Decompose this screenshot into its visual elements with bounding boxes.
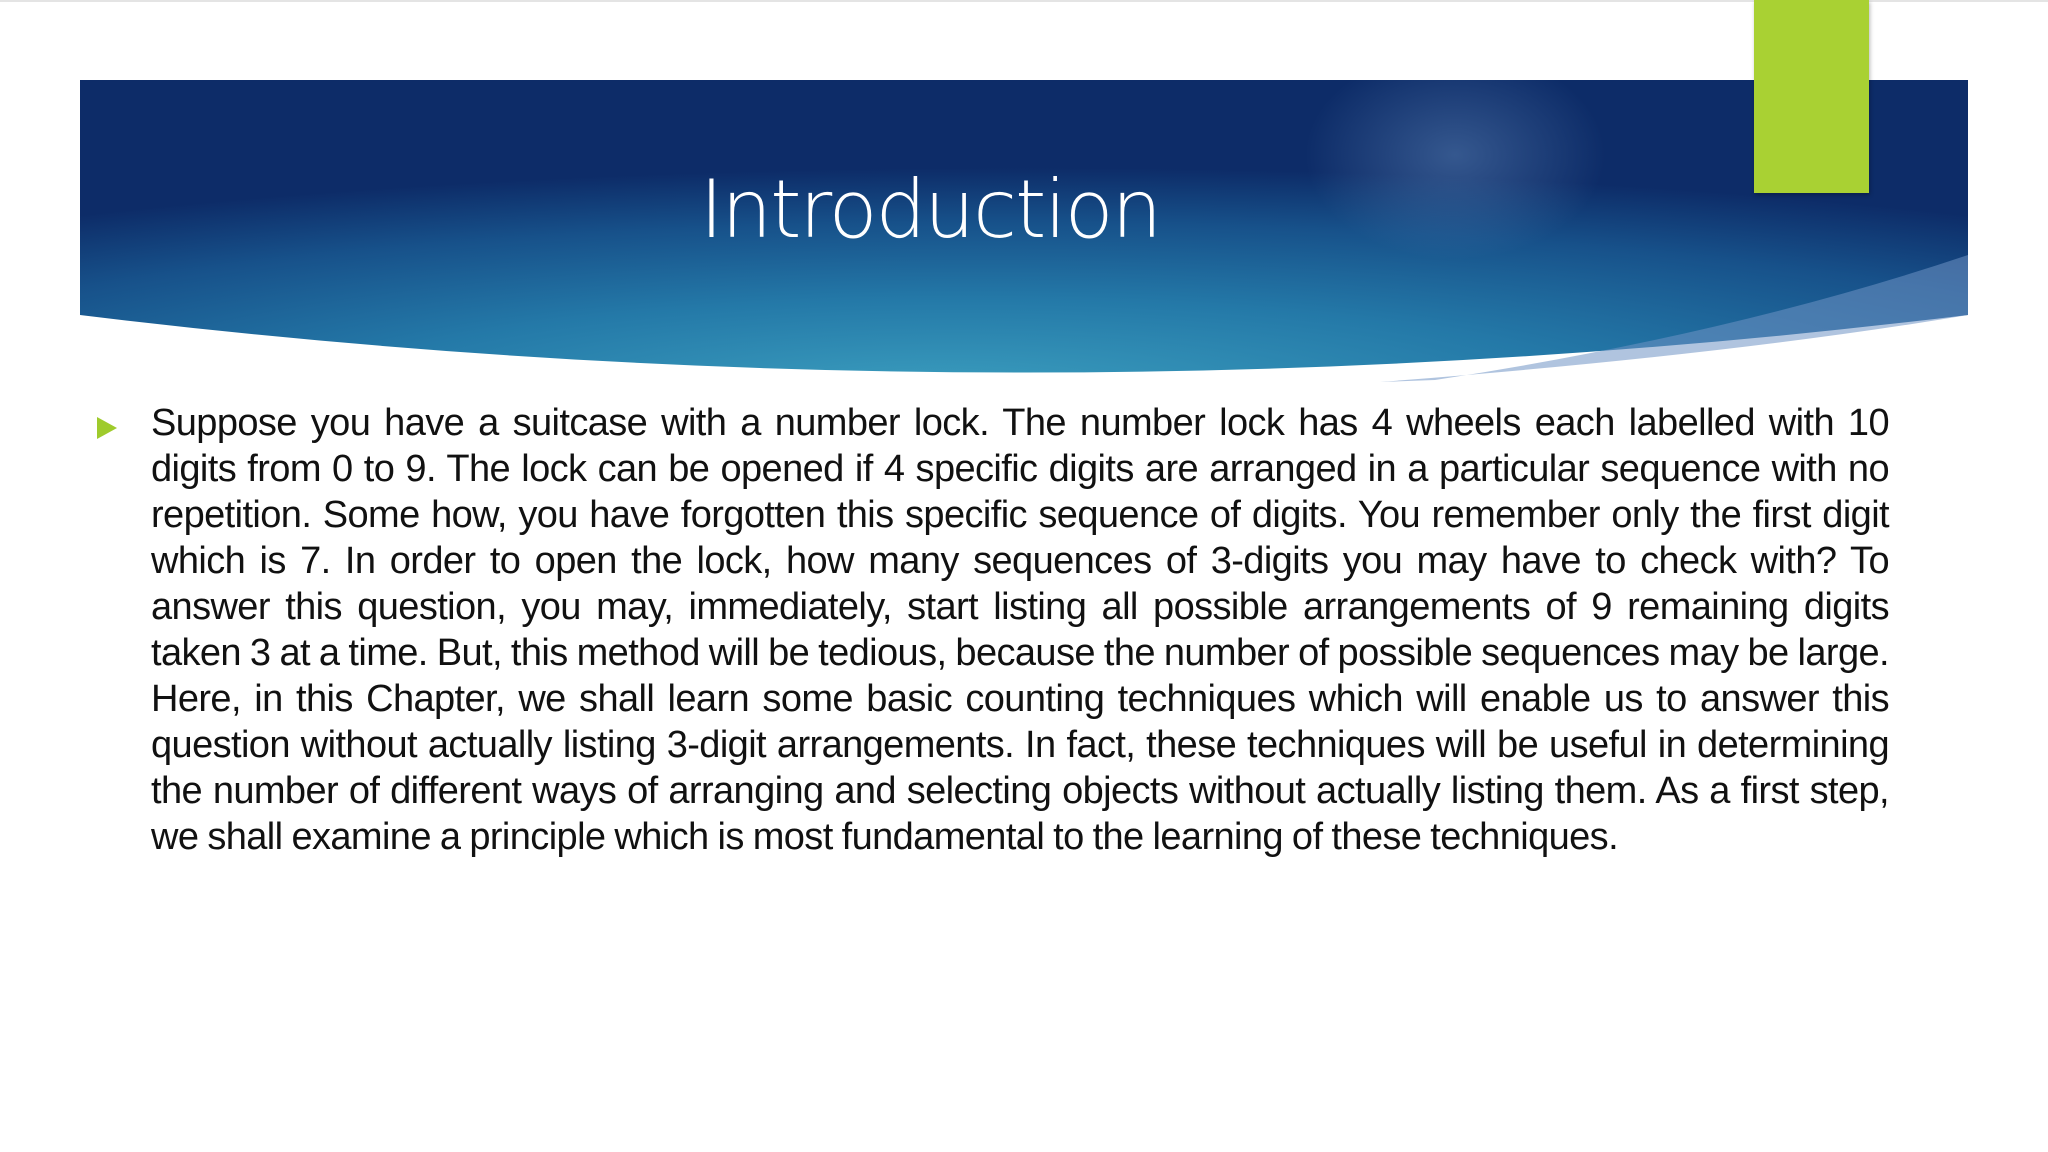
- slide-title: Introduction: [699, 163, 1161, 256]
- triangle-bullet-icon: [97, 417, 117, 439]
- accent-tab: [1754, 0, 1869, 193]
- bullet-item: [97, 400, 1889, 860]
- slide-content: [97, 400, 1889, 860]
- top-divider: [0, 0, 2048, 2]
- bullet-text: Suppose you have a suitcase with a number lock. The number lock has 4 wheels each labelled with 10 digits from 0 to 9. The lock can be opened if 4 specific digits are arranged in a particular sequence with no repetition. Some how, you have forgotten this specific sequence of digits. You remember only the first digit which is 7. In order to open the lock, how many sequences of 3-digits you may have to check with? To answer this question, you may, immediately, start listing all possible arrangements of 9 remaining digits taken 3 at a time. But, this method will be tedious, because the number of possible sequences may be large. Here, in this Chapter, we shall learn some basic counting techniques which will enable us to answer this question without actually listing 3-digit arrangements. In fact, these techniques will be useful in determining the number of different ways of arranging and selecting objects without actually listing them. As a first step, we shall examine a principle which is most fundamental to the learning of these techniques.: [151, 402, 1889, 858]
